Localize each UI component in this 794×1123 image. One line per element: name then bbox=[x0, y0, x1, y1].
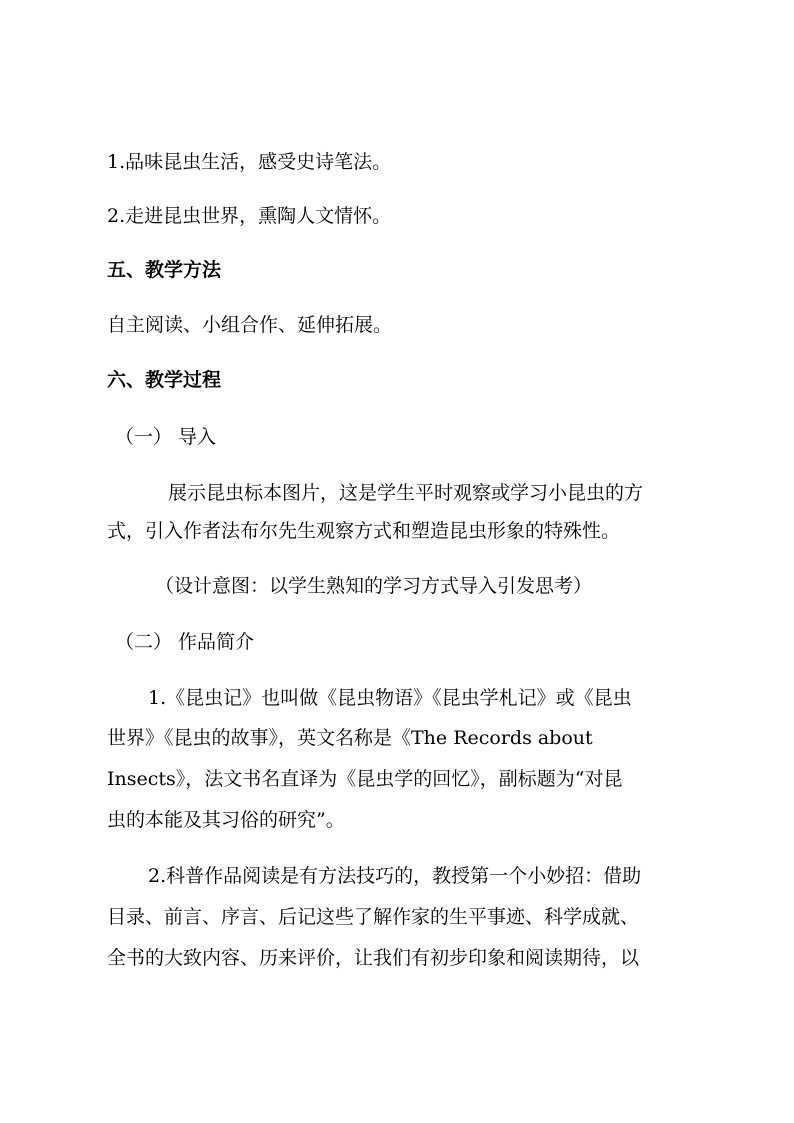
work-intro-paragraph-1-line-1: 1.《昆虫记》也叫做《昆虫物语》《昆虫学札记》或《昆虫 bbox=[148, 687, 632, 709]
work-intro-paragraph-1-line-2: 世界》《昆虫的故事》，英文名称是《The Records about bbox=[107, 727, 593, 749]
work-intro-paragraph-1-line-3: Insects》，法文书名直译为《昆虫学的回忆》，副标题为“对昆 bbox=[107, 768, 623, 790]
work-intro-paragraph-1-line-4: 虫的本能及其习俗的研究”。 bbox=[107, 809, 345, 831]
subsection-heading-work-introduction: （二） 作品简介 bbox=[115, 631, 255, 653]
objective-1: 1.品味昆虫生活，感受史诗笔法。 bbox=[107, 151, 392, 173]
introduction-paragraph-line-2: 式，引入作者法布尔先生观察方式和塑造昆虫形象的特殊性。 bbox=[107, 520, 621, 542]
design-intent-note: （设计意图：以学生熟知的学习方式导入引发思考） bbox=[155, 575, 593, 597]
introduction-paragraph-line-1: 展示昆虫标本图片，这是学生平时观察或学习小昆虫的方 bbox=[168, 482, 644, 504]
work-intro-paragraph-2-line-3: 全书的大致内容、历来评价，让我们有初步印象和阅读期待，以 bbox=[107, 947, 640, 969]
section-heading-teaching-process: 六、教学过程 bbox=[107, 369, 222, 391]
teaching-methods-text: 自主阅读、小组合作、延伸拓展。 bbox=[107, 314, 393, 336]
objective-2: 2.走进昆虫世界，熏陶人文情怀。 bbox=[107, 205, 392, 227]
section-heading-teaching-methods: 五、教学方法 bbox=[107, 259, 222, 281]
work-intro-paragraph-2-line-1: 2.科普作品阅读是有方法技巧的，教授第一个小妙招：借助 bbox=[148, 865, 642, 887]
work-intro-paragraph-2-line-2: 目录、前言、序言、后记这些了解作家的生平事迹、科学成就、 bbox=[107, 906, 640, 928]
subsection-heading-introduction: （一） 导入 bbox=[115, 426, 217, 448]
